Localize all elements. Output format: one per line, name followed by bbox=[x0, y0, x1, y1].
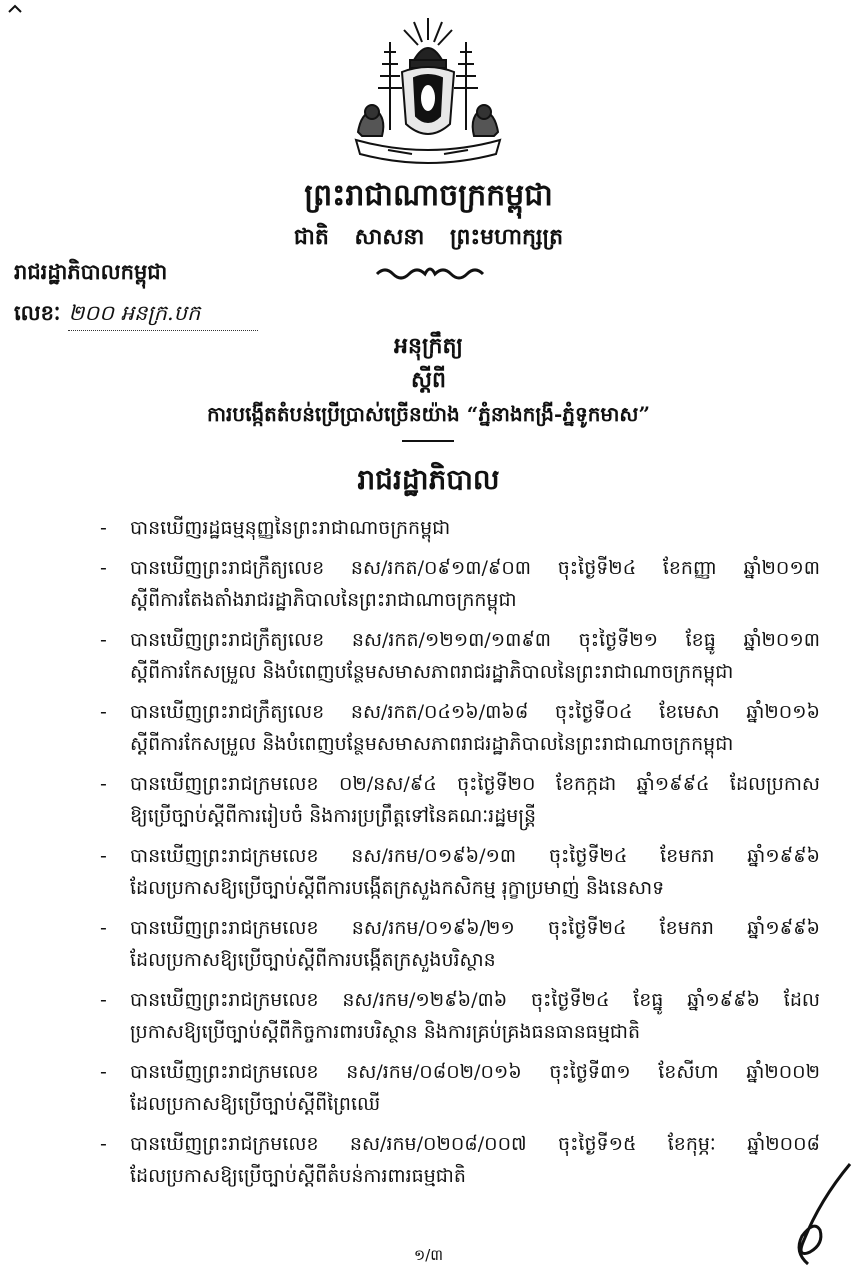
visa-item bbox=[100, 984, 820, 1048]
visa-item bbox=[100, 696, 820, 760]
visa-item bbox=[100, 552, 820, 616]
bullet-dash: - bbox=[100, 557, 107, 579]
document-subject: ការបង្កើតតំបន់ប្រើប្រាស់ច្រើនយ៉ាង “ភ្នំនាងកង្រី-ភ្នំទូកមាស” bbox=[207, 402, 650, 426]
visa-line: បានឃើញព្រះរាជក្រឹត្យលេខ នស/រកត/០៤១៦/៣៦៨ ចុះថ្ងៃទី០៤ ខែមេសា ឆ្នាំ២០១៦ bbox=[130, 701, 820, 723]
visa-item bbox=[100, 840, 820, 904]
visa-line: បានឃើញព្រះរាជក្រមលេខ នស/រកម/០១៩៦/១៣ ចុះថ្ងៃទី២៤ ខែមករា ឆ្នាំ១៩៩៦ bbox=[130, 845, 820, 867]
visa-line: បានឃើញព្រះរាជក្រមលេខ នស/រកម/០៨០២/០១៦ ចុះថ្ងៃទី៣១ ខែសីហា ឆ្នាំ២០០២ bbox=[130, 1061, 820, 1083]
visa-item bbox=[100, 768, 820, 832]
royal-coat-of-arms-icon bbox=[348, 12, 508, 172]
bullet-dash: - bbox=[100, 845, 107, 867]
visa-line: បានឃើញរដ្ឋធម្មនុញ្ញនៃព្រះរាជាណាចក្រកម្ពុជា bbox=[130, 517, 451, 539]
visa-line: ប្រកាសឱ្យប្រើច្បាប់ស្តីពីកិច្ចការពារបរិស្ថាន និងការគ្រប់គ្រងធនធានធម្មជាតិ bbox=[130, 1021, 641, 1043]
number-value: ២០០ អនក្រ.បក bbox=[68, 296, 258, 331]
kingdom-name: ព្រះរាជាណាចក្រកម្ពុជា bbox=[304, 178, 553, 213]
issuer-heading: រាជរដ្ឋាភិបាល bbox=[357, 463, 500, 496]
visa-item bbox=[100, 512, 820, 544]
visa-line: ដែលប្រកាសឱ្យប្រើច្បាប់ស្តីពីព្រៃឈើ bbox=[130, 1093, 381, 1115]
bullet-dash: - bbox=[100, 917, 107, 939]
visa-line: បានឃើញព្រះរាជក្រមលេខ នស/រកម/០២០៨/០០៧ ចុះថ្ងៃទី១៥ ខែកុម្ភៈ ឆ្នាំ២០០៨ bbox=[130, 1133, 820, 1155]
visa-list bbox=[100, 512, 820, 1200]
bullet-dash: - bbox=[100, 517, 107, 539]
visa-line: ដែលប្រកាសឱ្យប្រើច្បាប់ស្តីពីការបង្កើតក្រសួងបរិស្ថាន bbox=[130, 949, 496, 971]
bullet-dash: - bbox=[100, 989, 107, 1011]
visa-line: ស្តីពីការតែងតាំងរាជរដ្ឋាភិបាលនៃព្រះរាជាណាចក្រកម្ពុជា bbox=[130, 589, 517, 611]
visa-line: ដែលប្រកាសឱ្យប្រើច្បាប់ស្តីពីការបង្កើតក្រសួងកសិកម្ម រុក្ខាប្រមាញ់ និងនេសាទ bbox=[130, 877, 665, 899]
page-number: ១/៣ bbox=[413, 1246, 444, 1264]
title-divider bbox=[402, 440, 454, 442]
visa-item bbox=[100, 1128, 820, 1192]
document-type: អនុក្រឹត្យ bbox=[394, 333, 463, 359]
visa-item bbox=[100, 624, 820, 688]
document-about: ស្តីពី bbox=[411, 367, 446, 393]
bullet-dash: - bbox=[100, 701, 107, 723]
bullet-dash: - bbox=[100, 1061, 107, 1083]
visa-item bbox=[100, 1056, 820, 1120]
visa-line: ឱ្យប្រើច្បាប់ស្តីពីការរៀបចំ និងការប្រព្រឹត្តទៅនៃគណៈរដ្ឋមន្ត្រី bbox=[130, 805, 537, 827]
ornament-divider-icon bbox=[375, 262, 485, 284]
visa-line: បានឃើញព្រះរាជក្រឹត្យលេខ នស/រកត/១២១៣/១៣៩៣ ចុះថ្ងៃទី២១ ខែធ្នូ ឆ្នាំ២០១៣ bbox=[130, 629, 820, 651]
visa-line: បានឃើញព្រះរាជក្រមលេខ ០២/នស/៩៤ ចុះថ្ងៃទី២០ ខែកក្កដា ឆ្នាំ១៩៩៤ ដែលប្រកាស bbox=[130, 773, 820, 795]
visa-line: បានឃើញព្រះរាជក្រឹត្យលេខ នស/រកត/០៩១៣/៩០៣ ចុះថ្ងៃទី២៤ ខែកញ្ញា ឆ្នាំ២០១៣ bbox=[130, 557, 820, 579]
bullet-dash: - bbox=[100, 773, 107, 795]
bullet-dash: - bbox=[100, 1133, 107, 1155]
visa-line: បានឃើញព្រះរាជក្រមលេខ នស/រកម/១២៩៦/៣៦ ចុះថ្ងៃទី២៤ ខែធ្នូ ឆ្នាំ១៩៩៦ ដែល bbox=[130, 989, 820, 1011]
visa-line: ដែលប្រកាសឱ្យប្រើច្បាប់ស្តីពីតំបន់ការពារធម្មជាតិ bbox=[130, 1165, 466, 1187]
visa-line: ស្តីពីការកែសម្រួល និងបំពេញបន្ថែមសមាសភាពរាជរដ្ឋាភិបាលនៃព្រះរាជាណាចក្រកម្ពុជា bbox=[130, 661, 734, 683]
national-motto: ជាតិ សាសនា ព្រះមហាក្សត្រ bbox=[293, 224, 564, 250]
number-label: លេខៈ bbox=[14, 300, 61, 325]
visa-item bbox=[100, 912, 820, 976]
bullet-dash: - bbox=[100, 629, 107, 651]
document-number bbox=[14, 296, 258, 330]
corner-mark-icon bbox=[8, 4, 22, 14]
government-name: រាជរដ្ឋាភិបាលកម្ពុជា bbox=[14, 259, 168, 284]
visa-line: បានឃើញព្រះរាជក្រមលេខ នស/រកម/០១៩៦/២១ ចុះថ្ងៃទី២៤ ខែមករា ឆ្នាំ១៩៩៦ bbox=[130, 917, 820, 939]
visa-line: ស្តីពីការកែសម្រួល និងបំពេញបន្ថែមសមាសភាពរាជរដ្ឋាភិបាលនៃព្រះរាជាណាចក្រកម្ពុជា bbox=[130, 733, 734, 755]
